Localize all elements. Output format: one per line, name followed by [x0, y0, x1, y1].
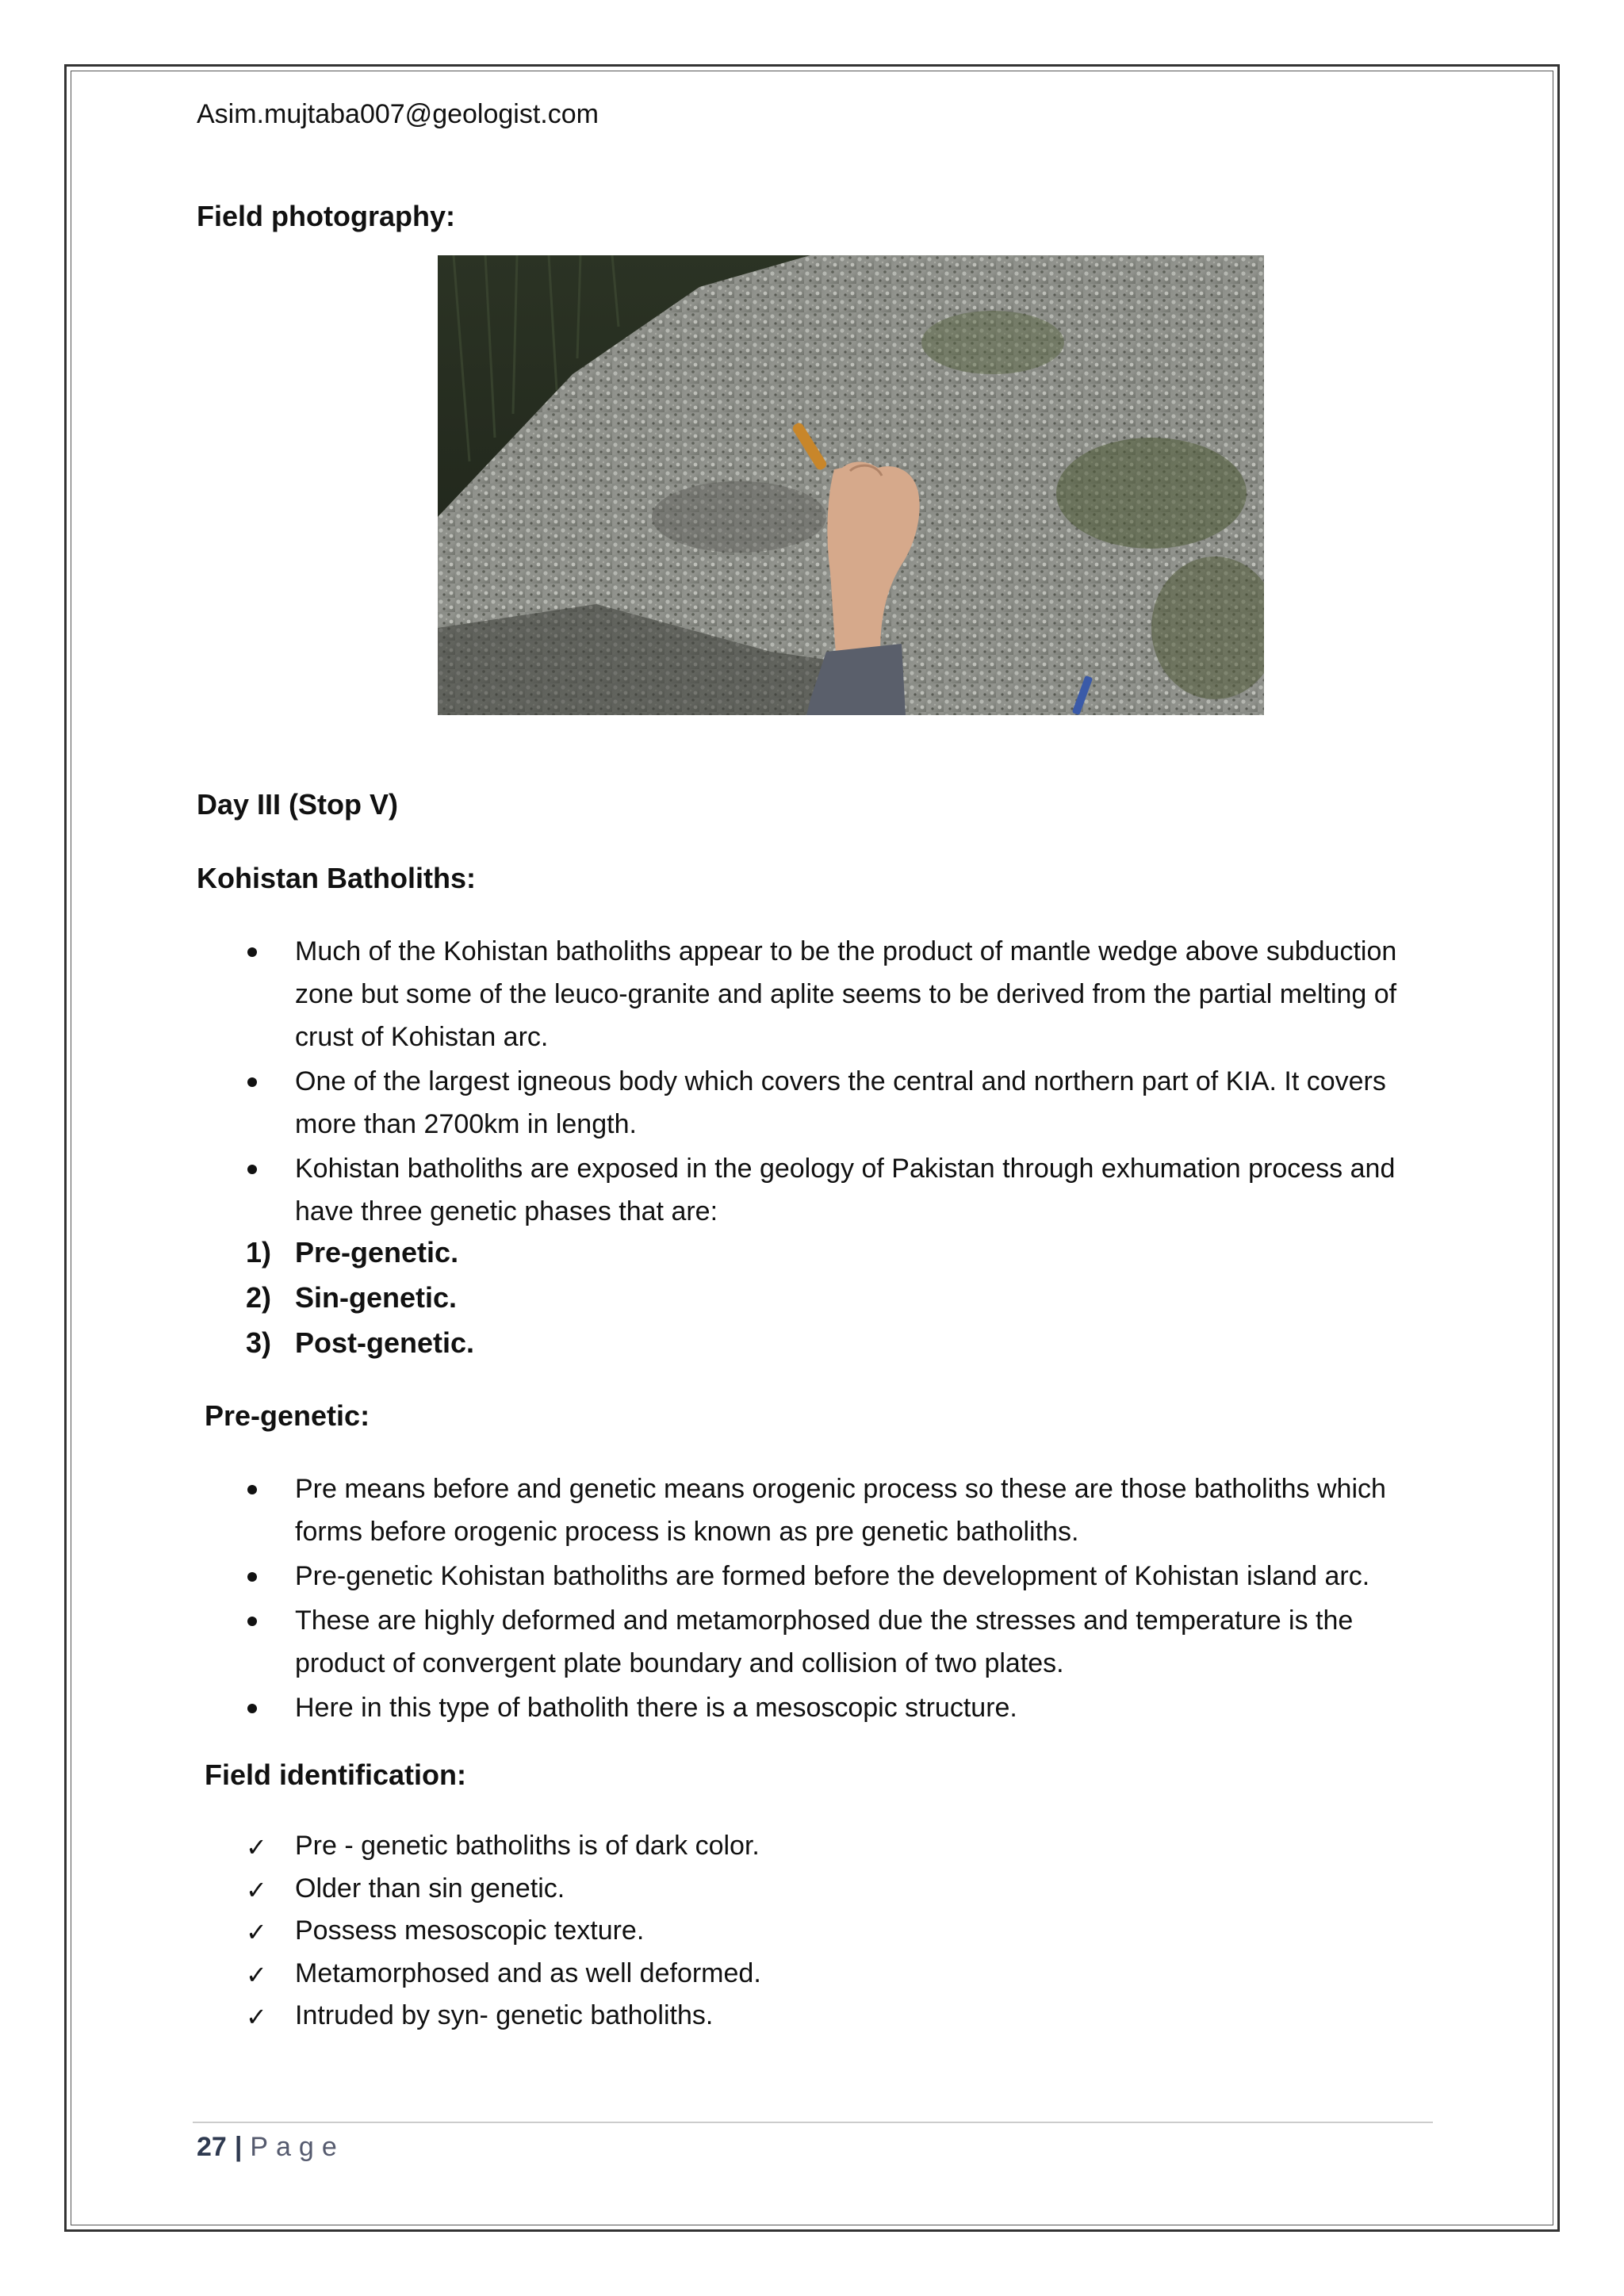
list-item	[246, 1320, 1356, 1365]
list-item	[246, 1468, 1435, 1553]
checkmark-icon: ✓	[246, 1917, 267, 1947]
pre-genetic-heading: Pre-genetic:	[205, 1399, 370, 1432]
list-item	[246, 1825, 1356, 1868]
list-item-text: One of the largest igneous body which covers the central and northern part of KIA. It covers more than 2700km in length.	[295, 1066, 1386, 1139]
list-item	[246, 1555, 1435, 1598]
footer-divider	[193, 2122, 1433, 2123]
list-item-text: Here in this type of batholith there is a mesoscopic structure.	[295, 1693, 1017, 1723]
list-item-text: Post-genetic.	[295, 1326, 475, 1359]
genetic-phases-list	[246, 1230, 1356, 1365]
list-item-text: Pre-genetic Kohistan batholiths are formed before the development of Kohistan island arc.	[295, 1561, 1370, 1591]
list-item-text: Pre means before and genetic means orogenic process so these are those batholiths which forms before orogenic process is known as pre genetic batholiths.	[295, 1474, 1386, 1547]
checkmark-icon: ✓	[246, 1832, 267, 1862]
list-item-text: Much of the Kohistan batholiths appear to be the product of mantle wedge above subduction zone but some of the leuco-granite and aplite seems to be derived from the partial melting of crust of Kohistan arc.	[295, 936, 1397, 1052]
bullet-dot-icon	[247, 1617, 257, 1626]
list-item	[246, 1995, 1356, 2038]
footer-separator: |	[234, 2132, 243, 2162]
list-item	[246, 1686, 1435, 1729]
list-item-number: 2)	[246, 1281, 272, 1314]
list-item	[246, 1060, 1435, 1146]
list-item	[246, 1275, 1356, 1320]
list-item-text: Kohistan batholiths are exposed in the geology of Pakistan through exhumation process and have three genetic phases that are:	[295, 1154, 1396, 1226]
list-item-text: Pre - genetic batholiths is of dark color.	[295, 1831, 760, 1861]
list-item	[246, 1599, 1435, 1685]
list-item-text: Metamorphosed and as well deformed.	[295, 1957, 761, 1988]
page-number: 27	[197, 2132, 227, 2162]
kohistan-bullet-list	[246, 930, 1435, 1234]
day-stop-heading: Day III (Stop V)	[197, 788, 399, 821]
list-item-text: Possess mesoscopic texture.	[295, 1915, 645, 1946]
list-item-text: Sin-genetic.	[295, 1281, 458, 1314]
page-label: Page	[250, 2132, 345, 2162]
bullet-dot-icon	[247, 1165, 257, 1174]
checkmark-icon: ✓	[246, 2002, 267, 2032]
list-item-number: 1)	[246, 1236, 272, 1269]
checkmark-icon: ✓	[246, 1959, 267, 1990]
list-item-text: Pre-genetic.	[295, 1236, 459, 1269]
bullet-dot-icon	[247, 947, 257, 957]
list-item	[246, 1230, 1356, 1275]
field-identification-heading: Field identification:	[205, 1758, 466, 1791]
field-identification-checklist	[246, 1825, 1356, 2038]
list-item-text: Older than sin genetic.	[295, 1873, 565, 1904]
page-footer	[197, 2130, 345, 2164]
kohistan-batholiths-heading: Kohistan Batholiths:	[197, 862, 476, 894]
bullet-dot-icon	[247, 1485, 257, 1494]
list-item	[246, 1953, 1356, 1996]
field-photography-heading: Field photography:	[197, 200, 455, 232]
bullet-dot-icon	[247, 1077, 257, 1087]
checkmark-icon: ✓	[246, 1874, 267, 1905]
list-item-text: These are highly deformed and metamorphosed due the stresses and temperature is the product of convergent plate boundary and collision of two plates.	[295, 1605, 1354, 1678]
list-item	[246, 1910, 1356, 1953]
list-item	[246, 1868, 1356, 1911]
bullet-dot-icon	[247, 1572, 257, 1582]
field-photo-rock-outcrop	[438, 255, 1264, 715]
bullet-dot-icon	[247, 1704, 257, 1713]
author-email: Asim.mujtaba007@geologist.com	[197, 99, 599, 129]
list-item-text: Intruded by syn- genetic batholiths.	[295, 2000, 714, 2030]
list-item	[246, 930, 1435, 1058]
pre-genetic-bullet-list	[246, 1468, 1435, 1731]
list-item-number: 3)	[246, 1326, 272, 1359]
list-item	[246, 1147, 1435, 1233]
